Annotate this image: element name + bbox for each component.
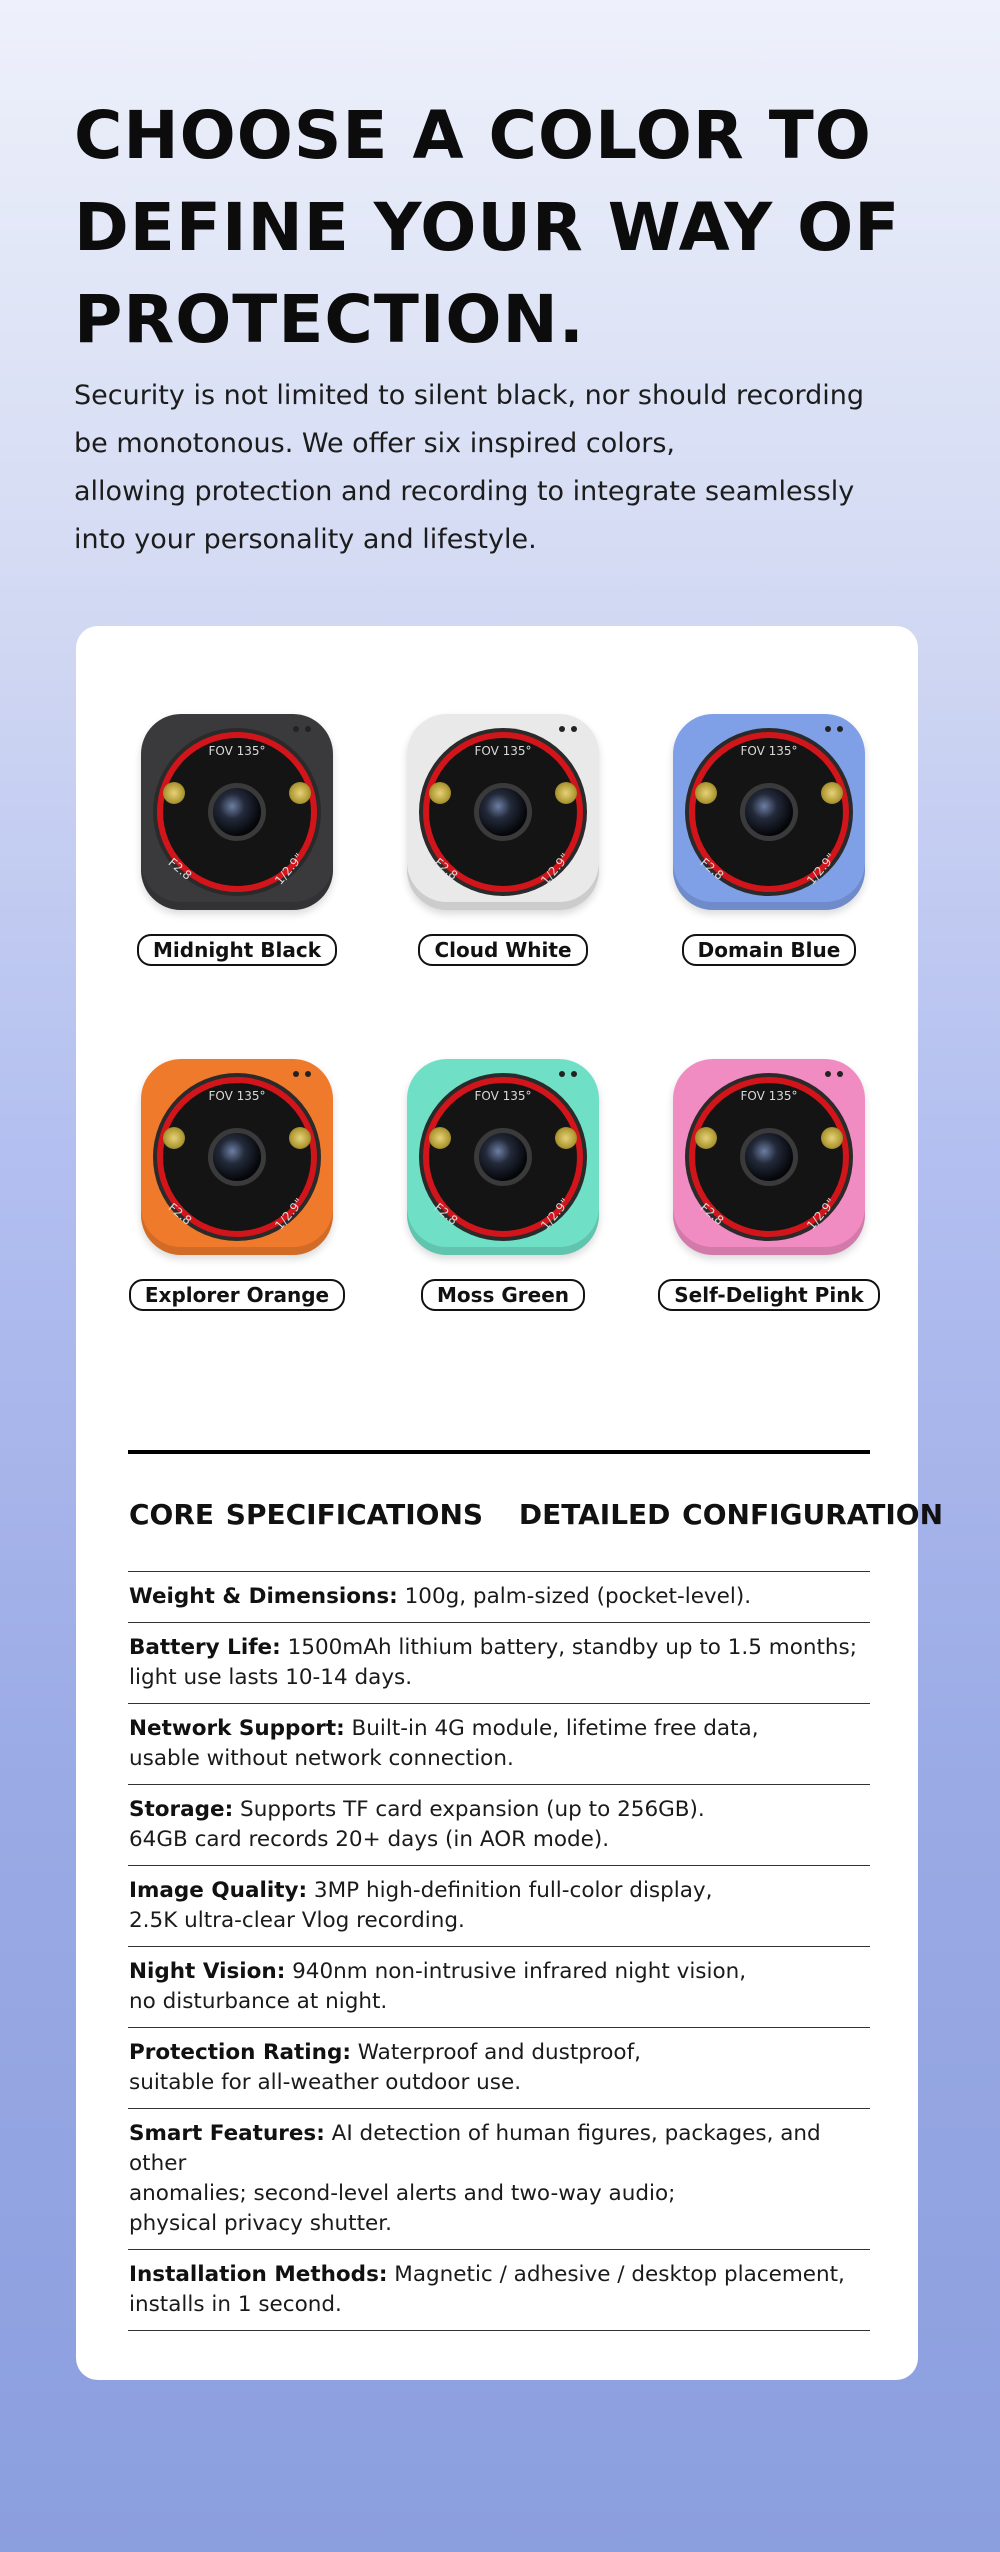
color-label: Cloud White (418, 934, 587, 966)
color-label: Midnight Black (137, 934, 337, 966)
spec-row (128, 1623, 870, 1704)
spec-name: Weight & Dimensions: (129, 1584, 398, 1609)
spec-name: Protection Rating: (129, 2040, 351, 2065)
specs-heading-right: DETAILED CONFIGURATION (518, 1498, 944, 1531)
camera-image: FOV 135° F2.8 1/2.9" (407, 1059, 599, 1255)
spec-row (128, 1704, 870, 1785)
spec-value: Waterproof and dustproof, suitable for all-weather outdoor use. (129, 2040, 641, 2095)
color-option-moss-green[interactable] (370, 1059, 636, 1344)
camera-image: FOV 135° F2.8 1/2.9" (673, 714, 865, 910)
spec-row (128, 2109, 870, 2250)
spec-value: Supports TF card expansion (up to 256GB). 64GB card records 20+ days (in AOR mode). (129, 1797, 705, 1852)
specs-heading-left: CORE SPECIFICATIONS (129, 1498, 484, 1531)
spec-name: Smart Features: (129, 2121, 325, 2146)
spec-value: 3MP high-definition full-color display, 2.5K ultra-clear Vlog recording. (129, 1878, 713, 1933)
spec-name: Battery Life: (129, 1635, 281, 1660)
color-option-midnight-black[interactable] (104, 714, 370, 999)
color-grid (76, 714, 918, 1344)
hero-section (74, 90, 954, 564)
color-option-explorer-orange[interactable] (104, 1059, 370, 1344)
spec-value: 1500mAh lithium battery, standby up to 1.5 months; light use lasts 10-14 days. (129, 1635, 857, 1690)
color-option-cloud-white[interactable] (370, 714, 636, 999)
specs-table (128, 1571, 870, 2331)
color-option-domain-blue[interactable] (636, 714, 902, 999)
spec-value: AI detection of human figures, packages, and other anomalies; second-level alerts and two-way audio; physical privacy shutter. (129, 2121, 821, 2236)
spec-value: 100g, palm-sized (pocket-level). (397, 1584, 752, 1609)
page-title: CHOOSE A COLOR TO DEFINE YOUR WAY OF PROTECTION. (74, 97, 901, 358)
spec-name: Network Support: (129, 1716, 345, 1741)
specs-heading (129, 1498, 943, 1531)
camera-image: FOV 135° F2.8 1/2.9" (141, 1059, 333, 1255)
camera-image: FOV 135° F2.8 1/2.9" (141, 714, 333, 910)
spec-name: Storage: (129, 1797, 234, 1822)
spec-row (128, 1572, 870, 1623)
spec-value: Magnetic / adhesive / desktop placement, installs in 1 second. (129, 2262, 845, 2317)
color-label: Self-Delight Pink (658, 1279, 879, 1311)
product-card (76, 626, 944, 2380)
spec-row (128, 1866, 870, 1947)
section-divider (128, 1450, 870, 1454)
color-label: Domain Blue (682, 934, 857, 966)
color-label: Explorer Orange (129, 1279, 345, 1311)
spec-row (128, 2028, 870, 2109)
spec-name: Night Vision: (129, 1959, 286, 1984)
camera-image: FOV 135° F2.8 1/2.9" (407, 714, 599, 910)
spec-row (128, 2250, 870, 2331)
camera-image: FOV 135° F2.8 1/2.9" (673, 1059, 865, 1255)
spec-value: Built-in 4G module, lifetime free data, usable without network connection. (129, 1716, 759, 1771)
spec-row (128, 1947, 870, 2028)
color-label: Moss Green (421, 1279, 585, 1311)
spec-value: 940nm non-intrusive infrared night vision, no disturbance at night. (129, 1959, 747, 2014)
spec-row (128, 1785, 870, 1866)
spec-name: Installation Methods: (129, 2262, 388, 2287)
spec-name: Image Quality: (129, 1878, 308, 1903)
page-description: Security is not limited to silent black, nor should recording be monotonous. We offer six inspired colors, allowing protection and recording to integrate seamlessly into your personality and lifestyle. (74, 380, 864, 555)
color-option-self-delight-pink[interactable] (636, 1059, 902, 1344)
